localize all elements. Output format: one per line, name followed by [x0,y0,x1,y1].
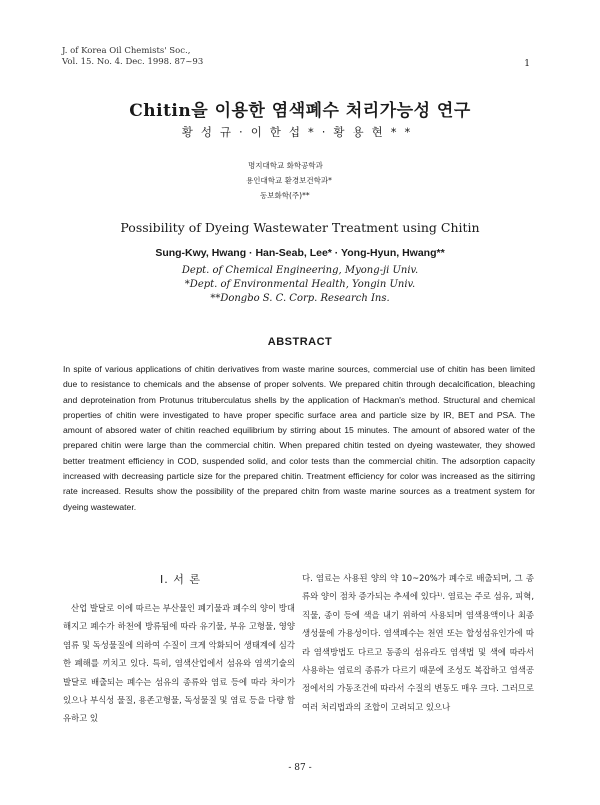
title-korean: Chitin을 이용한 염색폐수 처리가능성 연구 [129,101,471,121]
journal-citation [62,46,203,68]
page-number-footer: - 87 - [288,763,312,773]
affiliation-ko-3: 동보화학(주)** [260,191,310,200]
intro-left-column: 산업 발달로 이에 따르는 부산물인 폐기물과 폐수의 양이 방대해지고 폐수가 하천에 방류됨에 따라 유기물, 부유 고형물, 영양염류 및 독성물질에 의하여 수질이 크게 악화되어 생태계에 심각한 폐해를 끼치고 있다. 특히, 염색산업에서 섬유와 염색기술의 발달로 배출되는 폐수는 섬유의 종류와 염료 등에 따라 차이가 있으나 부식성 물질, 용존고형물, 독성물질 및 염료 등을 다량 함유하고 있 [63,603,295,724]
affiliations-english [0,264,600,306]
abstract-heading: ABSTRACT [267,336,333,348]
page-number-top: 1 [524,59,530,69]
abstract-text: In spite of various applications of chitin derivatives from waste marine sources, commercial use of chitin has been limited due to resistance to chemicals and the absense of proper solvents. We prepared chitin through decalcification, bleaching and deproteination from Protunus trituberculatus shells by the application of Hackman's method. Structural and chemical properties of chitin were investigated to have proper specific surface area and particle size by IR, BET and PSA. The amount of absored water of chitin reached equilibrium by stirring about 15 minutes. The amount of absored water of the prepared chitin were large than the commercial chitin. When prepared chitin tested on dyeing wastewater, they showed better treatment efficiency in COD, suspended solid, and color tests than the commercial chitin. The adsorption capacity increased with decreasing particle size for the prepared chitin. Treatment efficiency for color was increased as the sitirring rate increased. Results show the possibility of the prepared chitn from waste marine sources as a treatment system for dyeing wastewater. [63,364,535,512]
authors-korean: 황성규·이한섭*·황용현** [181,125,419,139]
authors-english: Sung-Kwy, Hwang · Han-Seab, Lee* · Yong-Hyun, Hwang** [155,247,445,259]
affiliation-en-2: *Dept. of Environmental Health, Yongin Univ. [184,279,416,290]
affiliation-en-1: Dept. of Chemical Engineering, Myong-ji Univ. [181,265,419,276]
affiliation-ko-2: 용인대학교 환경보건학과* [246,176,332,185]
journal-name: J. of Korea Oil Chemists' Soc., [62,46,191,56]
affiliation-ko-1: 명지대학교 화학공학과 [248,161,323,170]
affiliation-en-3: **Dongbo S. C. Corp. Research Ins. [210,293,390,304]
section-heading-introduction: I. 서 론 [160,573,201,586]
title-english: Possibility of Dyeing Wastewater Treatment using Chitin [120,220,480,235]
affiliations-korean [248,158,332,203]
journal-volume: Vol. 15. No. 4. Dec. 1998. 87~93 [62,57,204,67]
intro-right-column: 다. 염료는 사용된 양의 약 10~20%가 폐수로 배출되며, 그 종류와 양이 점차 증가되는 추세에 있다¹⁾. 염료는 주로 섬유, 피혁, 직물, 종이 등에 색을 내기 위하여 사용되며 염색용액이나 최종 생성물에 가용성이다. 염색폐수는 천연 또는 합성섬유인가에 따라 염색방법도 다르고 동종의 섬유라도 염색법 및 색에 따라서 사용하는 염료의 종류가 다르기 때문에 조성도 복잡하고 염색공정에서의 가동조건에 따라서 수질의 변동도 매우 크다. 그러므로 여러 처리법과의 조합이 고려되고 있으나 [302,573,534,712]
